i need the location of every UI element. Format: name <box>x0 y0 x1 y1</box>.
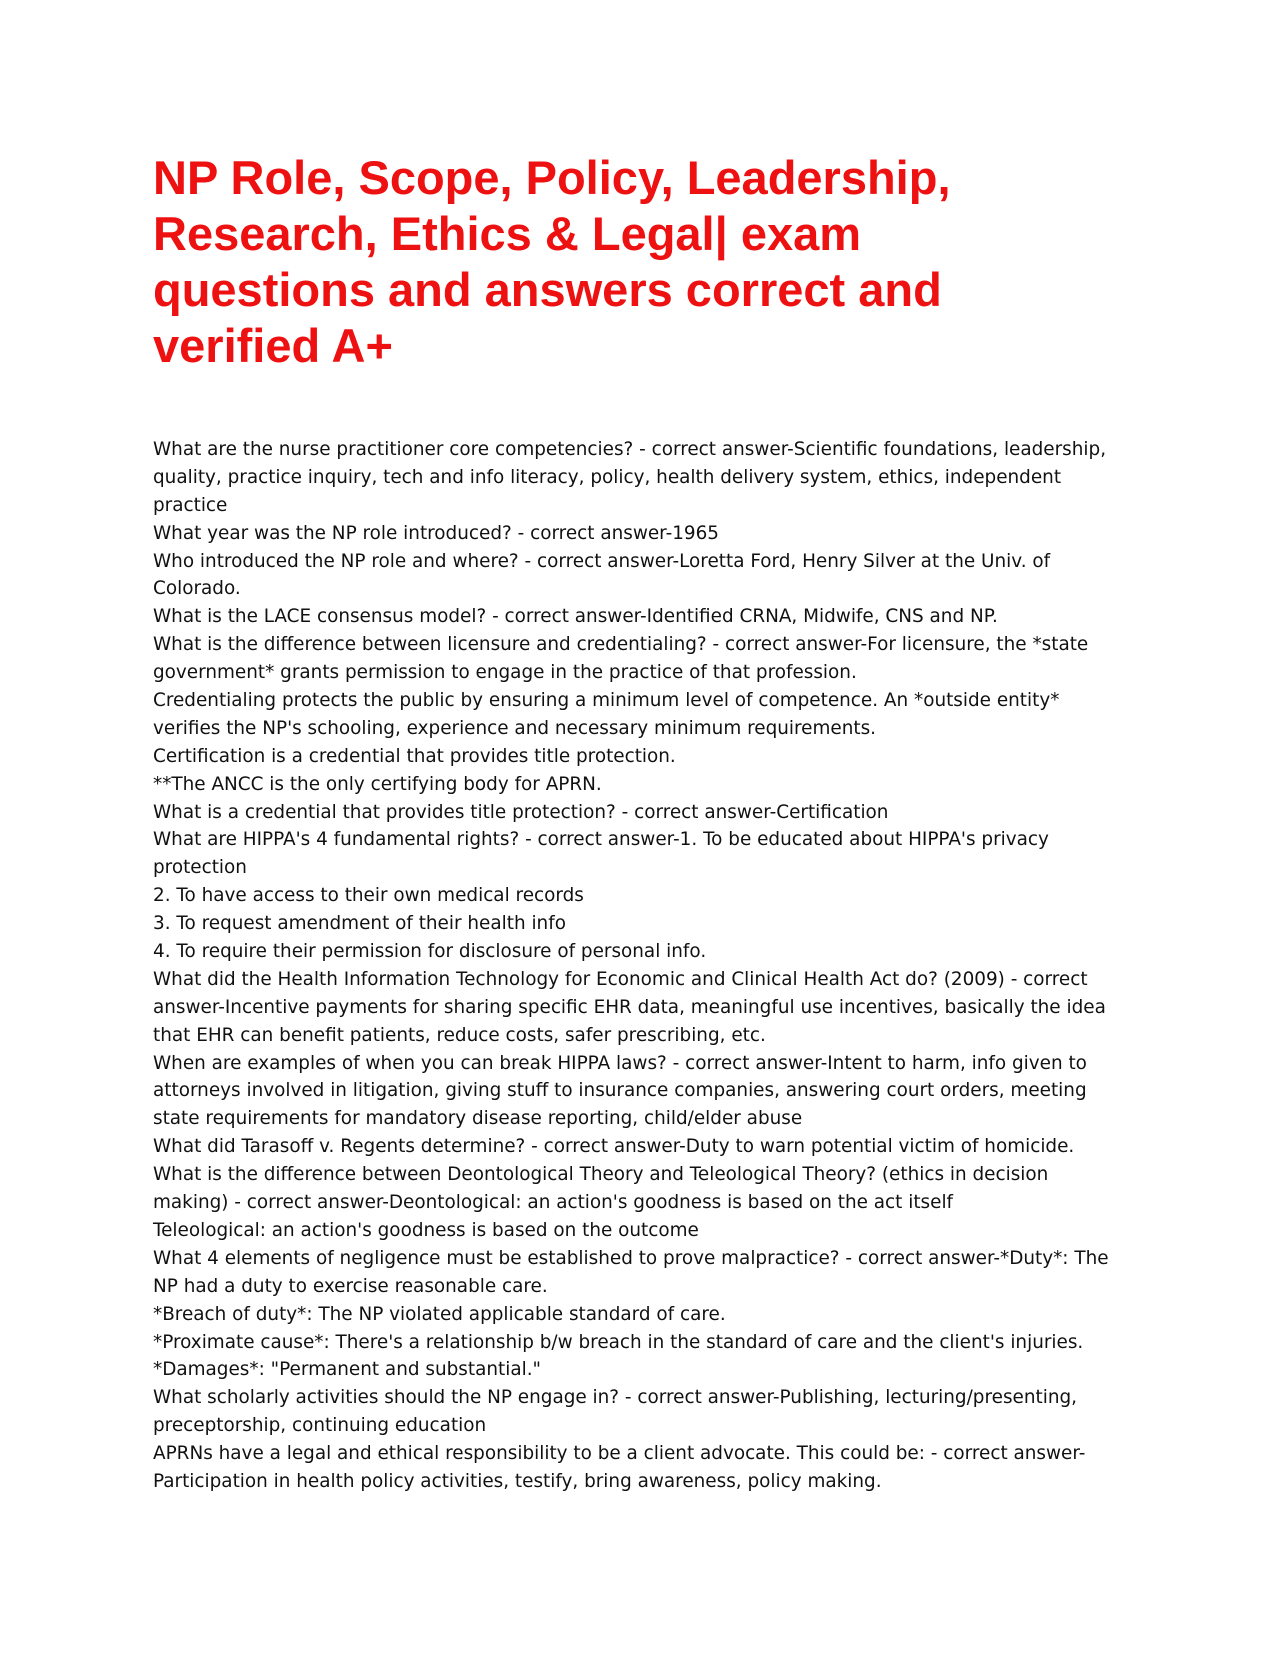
text-line: preceptorship, continuing education <box>153 1415 487 1437</box>
text-line: What are the nurse practitioner core competencies? - correct answer-Scientific foundations, leadership, <box>153 439 1107 460</box>
text-line: Certification is a credential that provides title protection. <box>153 745 676 767</box>
text-line: What did the Health Information Technology for Economic and Clinical Health Act do? (2009) - correct <box>153 968 1088 990</box>
text-line: Credentialing protects the public by ensuring a minimum level of competence. An *outside entity* <box>153 690 1060 712</box>
text-line: Participation in health policy activities, testify, bring awareness, policy making. <box>153 1470 882 1492</box>
text-line: *Breach of duty*: The NP violated applicable standard of care. <box>153 1303 726 1325</box>
title-line: Research, Ethics & Legal| exam <box>153 207 862 260</box>
title-line: verified A+ <box>153 319 393 372</box>
text-line: What are HIPPA's 4 fundamental rights? - correct answer-1. To be educated about HIPPA's privacy <box>153 829 1049 851</box>
text-line: quality, practice inquiry, tech and info literacy, policy, health delivery system, ethics, independent <box>153 466 1062 488</box>
text-line: attorneys involved in litigation, giving stuff to insurance companies, answering court orders, meeting <box>153 1080 1087 1102</box>
text-line: protection <box>153 857 247 879</box>
text-line: What is the difference between Deontological Theory and Teleological Theory? (ethics in decision <box>153 1164 1049 1186</box>
text-line: What 4 elements of negligence must be established to prove malpractice? - correct answer-*Duty*: The <box>153 1247 1109 1269</box>
text-line: What year was the NP role introduced? - correct answer-1965 <box>153 522 720 544</box>
title-line: questions and answers correct and <box>153 263 942 316</box>
text-line: 2. To have access to their own medical records <box>153 885 584 907</box>
text-line: Who introduced the NP role and where? - correct answer-Loretta Ford, Henry Silver at the Univ. of <box>153 550 1051 572</box>
text-line: When are examples of when you can break HIPPA laws? - correct answer-Intent to harm, info given to <box>153 1052 1087 1074</box>
text-line: state requirements for mandatory disease reporting, child/elder abuse <box>153 1108 803 1130</box>
text-line: What scholarly activities should the NP engage in? - correct answer-Publishing, lecturing/presenting, <box>153 1387 1077 1409</box>
text-line: making) - correct answer-Deontological: an action's goodness is based on the act itself <box>153 1192 954 1214</box>
text-line: What is the LACE consensus model? - correct answer-Identified CRNA, Midwife, CNS and NP. <box>153 606 998 628</box>
text-line: practice <box>153 494 228 516</box>
text-line: 3. To request amendment of their health info <box>153 913 566 935</box>
text-line: What is a credential that provides title protection? - correct answer-Certification <box>153 801 889 823</box>
text-line: APRNs have a legal and ethical responsibility to be a client advocate. This could be: - correct answer- <box>153 1443 1086 1465</box>
text-line: What is the difference between licensure and credentialing? - correct answer-For licensure, the *state <box>153 634 1089 656</box>
text-line: Teleological: an action's goodness is based on the outcome <box>153 1219 699 1241</box>
page-title <box>153 150 1053 374</box>
text-line: answer-Incentive payments for sharing specific EHR data, meaningful use incentives, basically the idea <box>153 996 1106 1018</box>
text-line: **The ANCC is the only certifying body for APRN. <box>153 773 602 795</box>
text-line: *Proximate cause*: There's a relationship b/w breach in the standard of care and the client's injuries. <box>153 1331 1084 1353</box>
text-line: verifies the NP's schooling, experience and necessary minimum requirements. <box>153 717 877 739</box>
text-line: NP had a duty to exercise reasonable care. <box>153 1275 548 1297</box>
text-line: Colorado. <box>153 578 241 600</box>
title-line: NP Role, Scope, Policy, Leadership, <box>153 151 951 204</box>
text-line: that EHR can benefit patients, reduce costs, safer prescribing, etc. <box>153 1024 766 1046</box>
text-line: *Damages*: "Permanent and substantial." <box>153 1359 542 1381</box>
text-line: What did Tarasoff v. Regents determine? - correct answer-Duty to warn potential victim of homicide. <box>153 1136 1075 1158</box>
qa-body <box>153 436 1153 1496</box>
text-line: government* grants permission to engage in the practice of that profession. <box>153 662 857 684</box>
text-line: 4. To require their permission for disclosure of personal info. <box>153 941 707 963</box>
